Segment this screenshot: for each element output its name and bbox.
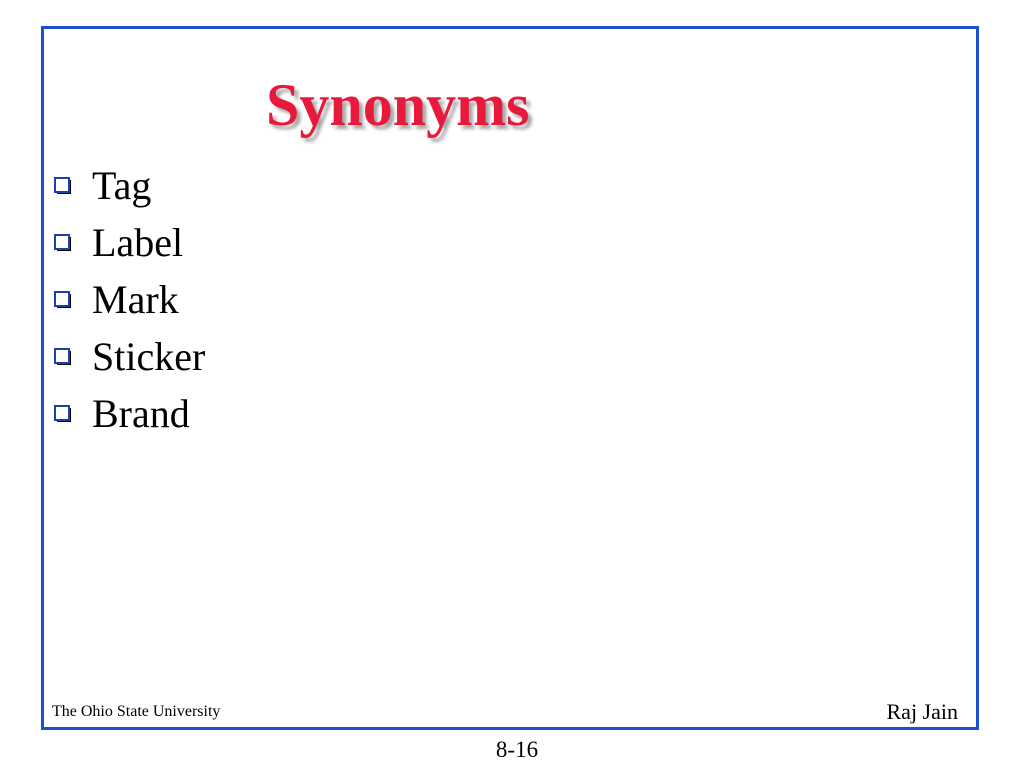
bullet-list bbox=[54, 157, 205, 442]
bullet-text: Label bbox=[92, 220, 184, 265]
page-number: 8-16 bbox=[495, 737, 539, 762]
footer-author: Raj Jain bbox=[886, 699, 958, 724]
bullet-text: Mark bbox=[92, 277, 179, 322]
bullet-text: Brand bbox=[92, 391, 190, 436]
bullet-item-label bbox=[54, 214, 205, 271]
checkbox-bullet-icon bbox=[54, 328, 82, 385]
bullet-text: Sticker bbox=[92, 334, 206, 379]
bullet-text: Tag bbox=[92, 163, 152, 208]
bullet-item-sticker bbox=[54, 328, 205, 385]
checkbox-bullet-icon bbox=[54, 271, 82, 328]
checkbox-bullet-icon bbox=[54, 214, 82, 271]
checkbox-bullet-icon bbox=[54, 157, 82, 214]
slide-title: Synonyms bbox=[266, 72, 530, 138]
bullet-item-tag bbox=[54, 157, 205, 214]
bullet-item-mark bbox=[54, 271, 205, 328]
bullet-item-brand bbox=[54, 385, 205, 442]
slide-frame bbox=[41, 26, 979, 730]
footer-institution: The Ohio State University bbox=[52, 703, 221, 720]
checkbox-bullet-icon bbox=[54, 385, 82, 442]
